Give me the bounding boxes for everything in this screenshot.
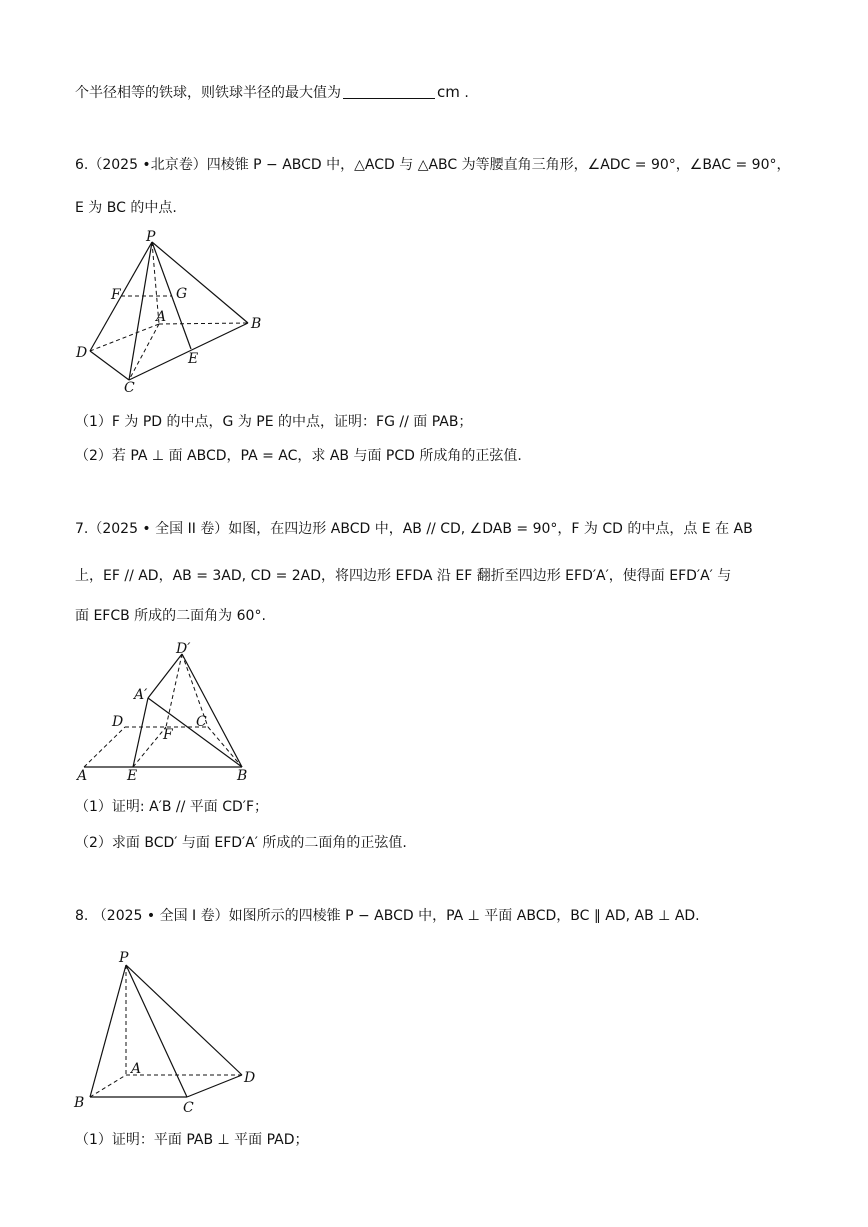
q6-line2: E 为 BC 的中点. (75, 200, 177, 216)
answer-blank (343, 84, 435, 99)
q8-header: 8. （2025 • 全国 I 卷）如图所示的四棱锥 P − ABCD 中，PA ⊥ 平面 ABCD，BC ∥ AD, AB ⊥ AD. (75, 908, 700, 924)
q6-label-B: B (251, 316, 262, 332)
q6-part2: （2）若 PA ⊥ 面 ABCD，PA = AC，求 AB 与面 PCD 所成角的正弦值. (75, 448, 522, 464)
q6-label-D: D (76, 345, 88, 361)
q8-label-P: P (119, 950, 129, 966)
q7-label-C: C (196, 714, 207, 730)
q7-label-E: E (127, 768, 138, 784)
q7-header: 7.（2025 • 全国 II 卷）如图，在四边形 ABCD 中，AB // CD, ∠DAB = 90°，F 为 CD 的中点，点 E 在 AB (75, 521, 753, 537)
q5-tail-line (75, 82, 469, 103)
q8-label-C: C (183, 1100, 194, 1116)
q5-unit: cm (437, 83, 460, 101)
q7-label-Ap: A′ (134, 687, 148, 703)
q5-tail-text: 个半径相等的铁球，则铁球半径的最大值为 (75, 85, 341, 101)
q6-part1: （1）F 为 PD 的中点，G 为 PE 的中点，证明：FG // 面 PAB； (75, 414, 473, 430)
q6-figure (70, 228, 280, 398)
q8-figure (70, 945, 270, 1120)
q6-label-A: A (156, 309, 167, 325)
q7-line2: 上，EF // AD，AB = 3AD, CD = 2AD，将四边形 EFDA 沿 EF 翻折至四边形 EFD′A′，使得面 EFD′A′ 与 (75, 568, 732, 584)
q5-end: . (464, 85, 469, 101)
q7-label-B: B (237, 768, 248, 784)
q8-label-A: A (131, 1061, 142, 1077)
q7-label-D: D (112, 714, 124, 730)
q7-line3: 面 EFCB 所成的二面角为 60°. (75, 608, 266, 624)
q7-figure (70, 640, 270, 785)
q6-label-C: C (124, 380, 135, 396)
q8-label-B: B (74, 1095, 85, 1111)
q6-label-E: E (188, 351, 199, 367)
q7-label-F: F (163, 727, 173, 743)
q6-header: 6.（2025 •北京卷）四棱锥 P − ABCD 中，△ACD 与 △ABC 为等腰直角三角形，∠ADC = 90°，∠BAC = 90°， (75, 157, 791, 173)
q8-part1: （1）证明：平面 PAB ⊥ 平面 PAD； (75, 1132, 309, 1148)
q7-label-Dp: D′ (176, 641, 191, 657)
q6-label-G: G (176, 286, 188, 302)
q8-label-D: D (244, 1070, 256, 1086)
q6-label-F: F (111, 287, 121, 303)
q7-part1: （1）证明: A′B // 平面 CD′F； (75, 799, 269, 815)
q7-label-A: A (77, 768, 88, 784)
q7-part2: （2）求面 BCD′ 与面 EFD′A′ 所成的二面角的正弦值. (75, 835, 407, 851)
q6-label-P: P (146, 229, 156, 245)
